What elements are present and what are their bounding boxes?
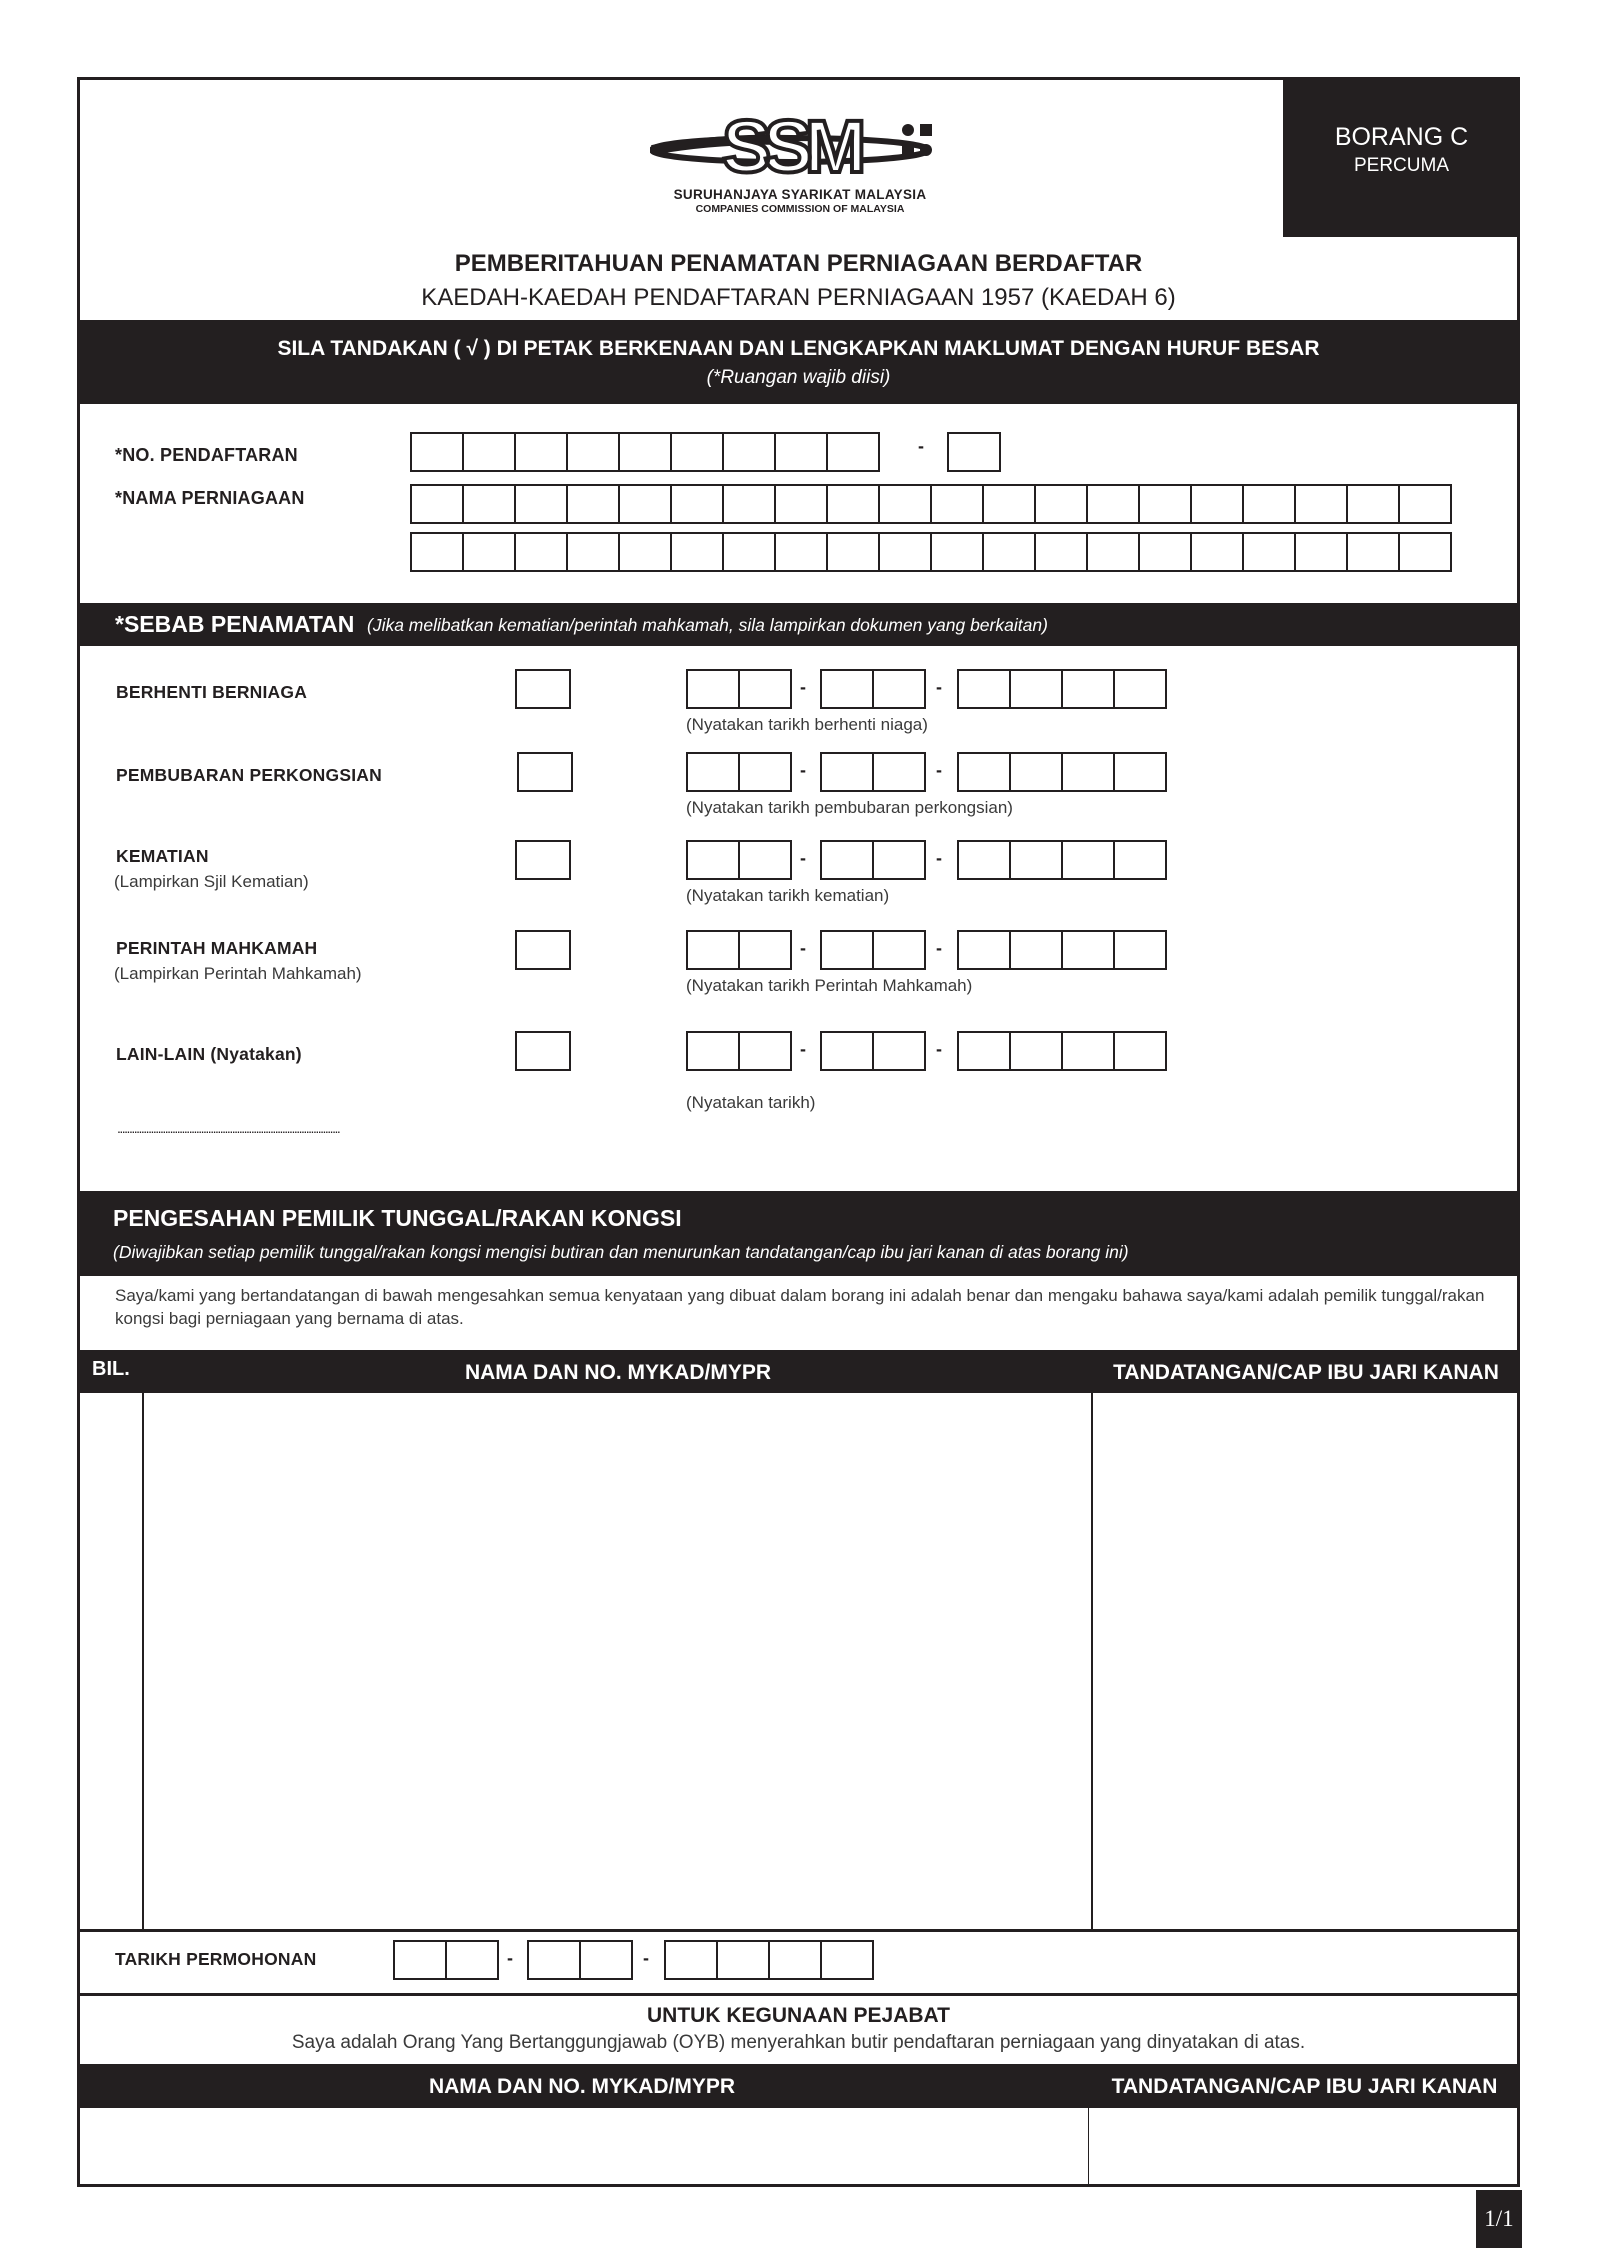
business-name-char-box[interactable] [1346,484,1400,524]
business-name-char-box[interactable] [1086,484,1140,524]
reason-date-kematian-year-box[interactable] [1113,840,1167,880]
business-name-char-box[interactable] [722,532,776,572]
registration-digit-box[interactable] [566,432,620,472]
reason-date-berhenti-berniaga-month-box[interactable] [872,669,926,709]
registration-check-digit-box[interactable] [947,432,1001,472]
date-separator: - [800,938,806,958]
declaration-text: Saya/kami yang bertandatangan di bawah mengesahkan semua kenyataan yang dibuat dalam borang ini adalah benar dan mengaku bahawa saya/kami adalah pemilik tunggal/rakan kongsi bagi perniagaan yang bernama di atas. [115,1286,1485,1328]
date-separator: - [936,1039,942,1059]
business-name-char-box[interactable] [1346,532,1400,572]
reason-label-perintah-mahkamah: PERINTAH MAHKAMAH [116,938,318,958]
instruction-text: SILA TANDAKAN ( √ ) DI PETAK BERKENAAN DAN LENGKAPKAN MAKLUMAT DENGAN HURUF BESAR [277,337,1320,360]
registration-digit-box[interactable] [722,432,776,472]
reason-date-pembubaran-perkongsian-day-box[interactable] [738,752,792,792]
office-column-header-signature: TANDATANGAN/CAP IBU JARI KANAN [1111,2075,1498,2098]
confirmation-note: (Diwajibkan setiap pemilik tunggal/rakan kongsi mengisi butiran dan menurunkan tandatangan/cap ibu jari kanan di atas borang ini) [113,1242,1129,1262]
reason-date-pembubaran-perkongsian-year-box[interactable] [1061,752,1115,792]
registration-digit-box[interactable] [826,432,880,472]
owners-table-bottom [77,1929,1520,1932]
logo-name-english: COMPANIES COMMISSION OF MALAYSIA [695,203,905,215]
column-header-name: NAMA DAN NO. MYKAD/MYPR [464,1361,772,1384]
confirmation-band [77,1191,1520,1276]
business-name-char-box[interactable] [514,484,568,524]
reason-date-lain-lain-nyatakan-month[interactable] [820,1031,926,1071]
instruction-note: (*Ruangan wajib diisi) [706,367,891,388]
reason-date-kematian-year[interactable] [957,840,1167,880]
reason-label-berhenti-berniaga: BERHENTI BERNIAGA [116,682,308,702]
reason-note: (Jika melibatkan kematian/perintah mahkamah, sila lampirkan dokumen yang berkaitan) [367,615,1048,635]
reason-date-berhenti-berniaga-year-box[interactable] [1113,669,1167,709]
business-name-char-box[interactable] [774,484,828,524]
business-name-char-box[interactable] [930,484,984,524]
reason-date-pembubaran-perkongsian-month-box[interactable] [820,752,874,792]
business-name-char-box[interactable] [774,532,828,572]
reason-checkbox-perintah-mahkamah[interactable] [515,930,571,970]
reason-label-lain-lain-nyatakan: LAIN-LAIN (Nyatakan) [116,1044,302,1064]
reason-date-lain-lain-nyatakan-year[interactable] [957,1031,1167,1071]
reason-date-kematian-year-box[interactable] [1009,840,1063,880]
owners-table-body[interactable] [80,1393,1517,1929]
reason-date-perintah-mahkamah-day[interactable] [686,930,792,970]
date-separator: - [643,1948,649,1968]
reason-date-kematian-month[interactable] [820,840,926,880]
date-separator: - [936,938,942,958]
business-name-char-box[interactable] [1242,532,1296,572]
reason-date-hint-berhenti-berniaga: (Nyatakan tarikh berhenti niaga) [686,715,928,734]
column-header-signature: TANDATANGAN/CAP IBU JARI KANAN [1113,1361,1499,1384]
reason-date-pembubaran-perkongsian-month[interactable] [820,752,926,792]
reason-date-perintah-mahkamah-year-box[interactable] [1061,930,1115,970]
reason-date-kematian-month-box[interactable] [872,840,926,880]
form-badge-title: BORANG C [1334,123,1469,151]
business-name-char-box[interactable] [462,484,516,524]
form-badge-subtitle: PERCUMA [1353,155,1449,176]
reason-date-berhenti-berniaga-year[interactable] [957,669,1167,709]
reason-date-kematian-month-box[interactable] [820,840,874,880]
confirmation-title: PENGESAHAN PEMILIK TUNGGAL/RAKAN KONGSI [113,1205,682,1231]
reason-checkbox-kematian[interactable] [515,840,571,880]
reason-date-berhenti-berniaga-day-box[interactable] [738,669,792,709]
reason-date-perintah-mahkamah-month-box[interactable] [872,930,926,970]
date-separator: - [507,1948,513,1968]
application-date-day[interactable] [393,1940,499,1980]
reason-date-berhenti-berniaga-month-box[interactable] [820,669,874,709]
business-name-char-box[interactable] [826,484,880,524]
reason-date-berhenti-berniaga-year-box[interactable] [957,669,1011,709]
office-column-header-name: NAMA DAN NO. MYKAD/MYPR [428,2075,736,2098]
reason-date-kematian-day[interactable] [686,840,792,880]
business-name-char-box[interactable] [670,484,724,524]
business-name-char-box[interactable] [1086,532,1140,572]
reason-date-berhenti-berniaga-year-box[interactable] [1009,669,1063,709]
application-date-year-box[interactable] [716,1940,770,1980]
reason-date-berhenti-berniaga-month[interactable] [820,669,926,709]
reason-date-kematian-day-box[interactable] [738,840,792,880]
reason-band [77,603,1520,646]
reason-date-perintah-mahkamah-year-box[interactable] [1113,930,1167,970]
reason-date-lain-lain-nyatakan-month-box[interactable] [820,1031,874,1071]
registration-digit-box[interactable] [514,432,568,472]
application-date-year-box[interactable] [768,1940,822,1980]
reason-date-perintah-mahkamah-year[interactable] [957,930,1167,970]
reason-date-perintah-mahkamah-year-box[interactable] [1009,930,1063,970]
reason-title: *SEBAB PENAMATAN [115,611,355,637]
instruction-band [77,320,1520,404]
reason-date-lain-lain-nyatakan-day-box[interactable] [738,1031,792,1071]
business-name-char-box[interactable] [1138,532,1192,572]
application-date-month-box[interactable] [527,1940,581,1980]
business-name-char-box[interactable] [670,532,724,572]
form-badge [1283,77,1520,237]
business-name-char-box[interactable] [982,532,1036,572]
registration-separator: - [918,436,924,456]
application-date-label: TARIKH PERMOHONAN [115,1949,317,1969]
reason-date-pembubaran-perkongsian-year-box[interactable] [1009,752,1063,792]
date-separator: - [936,760,942,780]
reason-date-lain-lain-nyatakan-day[interactable] [686,1031,792,1071]
reason-sublabel-kematian: (Lampirkan Sjil Kematian) [114,872,309,891]
business-name-char-box[interactable] [1398,532,1452,572]
reason-date-pembubaran-perkongsian-day[interactable] [686,752,792,792]
other-specify-line[interactable]: ............................................................................................. [117,1120,340,1136]
registration-number-input[interactable] [410,432,880,472]
svg-text:SSM: SSM [722,105,859,188]
reason-date-hint-kematian: (Nyatakan tarikh kematian) [686,886,890,905]
reason-date-lain-lain-nyatakan-year-box[interactable] [1061,1031,1115,1071]
registration-digit-box[interactable] [618,432,672,472]
registration-digit-box[interactable] [670,432,724,472]
business-name-char-box[interactable] [618,532,672,572]
business-name-char-box[interactable] [1294,484,1348,524]
reason-checkbox-pembubaran-perkongsian[interactable] [517,752,573,792]
application-date-bottom [77,1993,1520,1996]
reason-date-perintah-mahkamah-year-box[interactable] [957,930,1011,970]
business-name-char-box[interactable] [1138,484,1192,524]
business-name-char-box[interactable] [1034,484,1088,524]
reason-date-lain-lain-nyatakan-year-box[interactable] [957,1031,1011,1071]
reason-date-perintah-mahkamah-day-box[interactable] [686,930,740,970]
business-name-char-box[interactable] [826,532,880,572]
reason-sublabel-perintah-mahkamah: (Lampirkan Perintah Mahkamah) [114,964,362,983]
registration-check-digit-input[interactable] [947,432,1001,472]
business-name-char-box[interactable] [566,484,620,524]
registration-digit-box[interactable] [462,432,516,472]
application-date-year-box[interactable] [664,1940,718,1980]
application-date-day-box[interactable] [393,1940,447,1980]
reason-date-lain-lain-nyatakan-day-box[interactable] [686,1031,740,1071]
owners-table-header [77,1350,1520,1393]
date-separator: - [800,1039,806,1059]
business-name-char-box[interactable] [566,532,620,572]
registration-digit-box[interactable] [774,432,828,472]
page-number-text: 1/1 [1484,2206,1514,2231]
date-separator: - [936,677,942,697]
ssm-logo-mark-icon [650,100,950,190]
business-name-char-box[interactable] [1190,484,1244,524]
office-table-body[interactable] [80,2109,1517,2185]
business-name-char-box[interactable] [1190,532,1244,572]
application-date-month-box[interactable] [579,1940,633,1980]
reason-date-pembubaran-perkongsian-month-box[interactable] [872,752,926,792]
business-name-input-row-1[interactable] [410,484,1452,524]
business-name-char-box[interactable] [722,484,776,524]
reason-date-pembubaran-perkongsian-day-box[interactable] [686,752,740,792]
business-name-char-box[interactable] [878,532,932,572]
logo-name-malay: SURUHANJAYA SYARIKAT MALAYSIA [673,187,927,202]
page-number [1476,2190,1522,2248]
reason-date-perintah-mahkamah-month[interactable] [820,930,926,970]
application-date-day-box[interactable] [445,1940,499,1980]
office-use-title: UNTUK KEGUNAAN PEJABAT [647,2004,950,2027]
reason-date-hint-perintah-mahkamah: (Nyatakan tarikh Perintah Mahkamah) [686,976,973,995]
application-date-month[interactable] [527,1940,633,1980]
date-separator: - [800,760,806,780]
business-name-char-box[interactable] [410,532,464,572]
reason-date-kematian-day-box[interactable] [686,840,740,880]
business-name-char-box[interactable] [878,484,932,524]
registration-label: *NO. PENDAFTARAN [115,445,298,465]
reason-date-berhenti-berniaga-day-box[interactable] [686,669,740,709]
office-table-header [77,2064,1520,2108]
registration-digit-box[interactable] [410,432,464,472]
reason-label-pembubaran-perkongsian: PEMBUBARAN PERKONGSIAN [116,765,382,785]
reason-date-berhenti-berniaga-day[interactable] [686,669,792,709]
reason-date-kematian-year-box[interactable] [957,840,1011,880]
business-name-char-box[interactable] [982,484,1036,524]
business-name-char-box[interactable] [1242,484,1296,524]
office-use-statement: Saya adalah Orang Yang Bertanggungjawab (OYB) menyerahkan butir pendaftaran perniagaan yang dinyatakan di atas. [291,2032,1306,2053]
business-name-char-box[interactable] [930,532,984,572]
date-separator: - [800,848,806,868]
business-name-char-box[interactable] [410,484,464,524]
application-date-year-box[interactable] [820,1940,874,1980]
date-separator: - [800,677,806,697]
reason-date-berhenti-berniaga-year-box[interactable] [1061,669,1115,709]
business-name-char-box[interactable] [514,532,568,572]
form-title: PEMBERITAHUAN PENAMATAN PERNIAGAAN BERDAFTAR [454,250,1143,277]
business-name-char-box[interactable] [1398,484,1452,524]
business-name-label: *NAMA PERNIAGAAN [115,488,305,508]
application-date-year[interactable] [664,1940,874,1980]
reason-date-hint-pembubaran-perkongsian: (Nyatakan tarikh pembubaran perkongsian) [686,798,1013,817]
ssm-logo [650,100,950,220]
form-subtitle: KAEDAH-KAEDAH PENDAFTARAN PERNIAGAAN 1957 (KAEDAH 6) [421,284,1176,311]
business-name-char-box[interactable] [1294,532,1348,572]
reason-date-lain-lain-nyatakan-year-box[interactable] [1113,1031,1167,1071]
date-separator: - [936,848,942,868]
reason-date-pembubaran-perkongsian-year-box[interactable] [957,752,1011,792]
reason-date-pembubaran-perkongsian-year[interactable] [957,752,1167,792]
reason-date-perintah-mahkamah-day-box[interactable] [738,930,792,970]
business-name-char-box[interactable] [462,532,516,572]
reason-checkbox-lain-lain-nyatakan[interactable] [515,1031,571,1071]
reason-date-lain-lain-nyatakan-year-box[interactable] [1009,1031,1063,1071]
reason-label-kematian: KEMATIAN [116,846,209,866]
reason-date-perintah-mahkamah-month-box[interactable] [820,930,874,970]
reason-date-pembubaran-perkongsian-year-box[interactable] [1113,752,1167,792]
reason-date-kematian-year-box[interactable] [1061,840,1115,880]
business-name-input-row-2[interactable] [410,532,1452,572]
reason-date-hint-lain-lain-nyatakan: (Nyatakan tarikh) [686,1093,816,1112]
business-name-char-box[interactable] [618,484,672,524]
column-header-bil: BIL. [92,1358,130,1380]
reason-date-lain-lain-nyatakan-month-box[interactable] [872,1031,926,1071]
business-name-char-box[interactable] [1034,532,1088,572]
reason-checkbox-berhenti-berniaga[interactable] [515,669,571,709]
